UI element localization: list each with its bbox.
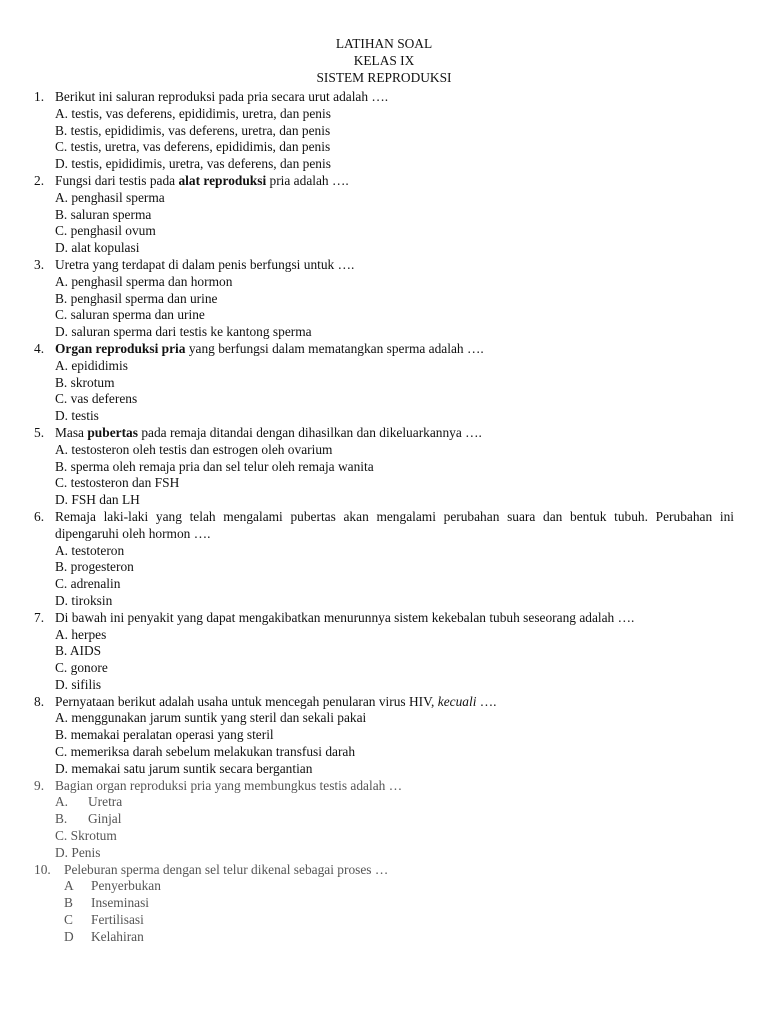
option: A. testoteron bbox=[55, 542, 125, 558]
question-number: 5. bbox=[34, 424, 45, 440]
question-text: Berikut ini saluran reproduksi pada pria secara urut adalah …. bbox=[55, 89, 389, 104]
option: B. skrotum bbox=[55, 374, 115, 390]
option: C. Skrotum bbox=[55, 828, 117, 844]
option: A. menggunakan jarum suntik yang steril dan sekali pakai bbox=[55, 710, 367, 726]
question-list bbox=[34, 89, 734, 946]
question-text: Bagian organ reproduksi pria yang membungkus testis adalah … bbox=[55, 777, 403, 793]
option: D. tiroksin bbox=[55, 592, 113, 608]
question-text: Uretra yang terdapat di dalam penis berfungsi untuk …. bbox=[55, 256, 355, 272]
option: C. penghasil ovum bbox=[55, 223, 156, 239]
option: C. memeriksa darah sebelum melakukan transfusi darah bbox=[55, 744, 356, 760]
question-number: 3. bbox=[34, 256, 45, 272]
option: A. penghasil sperma dan hormon bbox=[55, 273, 233, 289]
question-1 bbox=[34, 89, 734, 173]
topic-label: SISTEM REPRODUKSI bbox=[316, 69, 452, 85]
question-8 bbox=[34, 694, 734, 778]
option: B. saluran sperma bbox=[55, 206, 152, 222]
option: D. testis bbox=[55, 408, 99, 424]
option: C. vas deferens bbox=[55, 391, 138, 407]
option: C. testis, uretra, vas deferens, epididimis, dan penis bbox=[55, 139, 331, 155]
option: A Penyerbukan bbox=[64, 878, 161, 894]
question-number: 8. bbox=[34, 693, 45, 709]
question-5 bbox=[34, 425, 734, 509]
question-4 bbox=[34, 341, 734, 425]
option: B. sperma oleh remaja pria dan sel telur oleh remaja wanita bbox=[55, 458, 374, 474]
question-number: 7. bbox=[34, 609, 45, 625]
question-text: Fungsi dari testis pada alat reproduksi pria adalah …. bbox=[55, 172, 349, 188]
question-7 bbox=[34, 610, 734, 694]
question-number: 1. bbox=[34, 89, 45, 104]
option: B Inseminasi bbox=[64, 895, 150, 911]
question-number: 2. bbox=[34, 172, 45, 188]
option: A. epididimis bbox=[55, 357, 128, 373]
question-text: Masa pubertas pada remaja ditandai dengan dihasilkan dan dikeluarkannya …. bbox=[55, 424, 482, 440]
option: B. progesteron bbox=[55, 559, 134, 575]
option: B. AIDS bbox=[55, 643, 102, 659]
option: D. sifilis bbox=[55, 676, 102, 692]
question-text: Organ reproduksi pria yang berfungsi dalam mematangkan sperma adalah …. bbox=[55, 340, 484, 356]
question-text: Di bawah ini penyakit yang dapat mengakibatkan menurunnya sistem kekebalan tubuh seseorang adalah …. bbox=[55, 609, 635, 625]
class-label: KELAS IX bbox=[353, 52, 415, 68]
option: D. FSH dan LH bbox=[55, 492, 140, 508]
title: LATIHAN SOAL bbox=[335, 36, 433, 51]
option: D. testis, epididimis, uretra, vas deferens, dan penis bbox=[55, 156, 331, 172]
question-9 bbox=[34, 778, 734, 862]
question-text: Pernyataan berikut adalah usaha untuk mencegah penularan virus HIV, kecuali …. bbox=[55, 693, 497, 709]
question-number: 6. bbox=[34, 508, 45, 524]
question-number: 4. bbox=[34, 340, 45, 356]
option: D. alat kopulasi bbox=[55, 240, 140, 256]
option: C. saluran sperma dan urine bbox=[55, 307, 205, 323]
option: A. herpes bbox=[55, 626, 107, 642]
question-2 bbox=[34, 173, 734, 257]
question-text: Remaja laki-laki yang telah mengalami pubertas akan mengalami perubahan suara dan bentuk tubuh. Perubahan ini dipengaruhi oleh hormon …. bbox=[55, 508, 734, 541]
option: B. memakai peralatan operasi yang steril bbox=[55, 727, 274, 743]
option: A. Uretra bbox=[55, 794, 123, 810]
option: D. saluran sperma dari testis ke kantong sperma bbox=[55, 324, 312, 340]
question-3 bbox=[34, 257, 734, 341]
question-6 bbox=[34, 509, 734, 610]
option: D. memakai satu jarum suntik secara bergantian bbox=[55, 760, 313, 776]
worksheet-header bbox=[0, 36, 768, 86]
option: D Kelahiran bbox=[64, 928, 144, 944]
option: A. testosteron oleh testis dan estrogen oleh ovarium bbox=[55, 441, 333, 457]
option: B. penghasil sperma dan urine bbox=[55, 290, 218, 306]
option: A. testis, vas deferens, epididimis, uretra, dan penis bbox=[55, 105, 331, 121]
option: C. gonore bbox=[55, 660, 108, 676]
question-10 bbox=[34, 862, 734, 946]
option: D. Penis bbox=[55, 844, 101, 860]
option: C. testosteron dan FSH bbox=[55, 475, 180, 491]
option: B. testis, epididimis, vas deferens, uretra, dan penis bbox=[55, 122, 331, 138]
question-text: Peleburan sperma dengan sel telur dikenal sebagai proses … bbox=[64, 861, 389, 877]
option: A. penghasil sperma bbox=[55, 189, 165, 205]
option: B. Ginjal bbox=[55, 811, 122, 827]
option: C. adrenalin bbox=[55, 576, 121, 592]
option: C Fertilisasi bbox=[64, 912, 144, 928]
question-number: 10. bbox=[34, 861, 51, 877]
question-number: 9. bbox=[34, 777, 45, 793]
